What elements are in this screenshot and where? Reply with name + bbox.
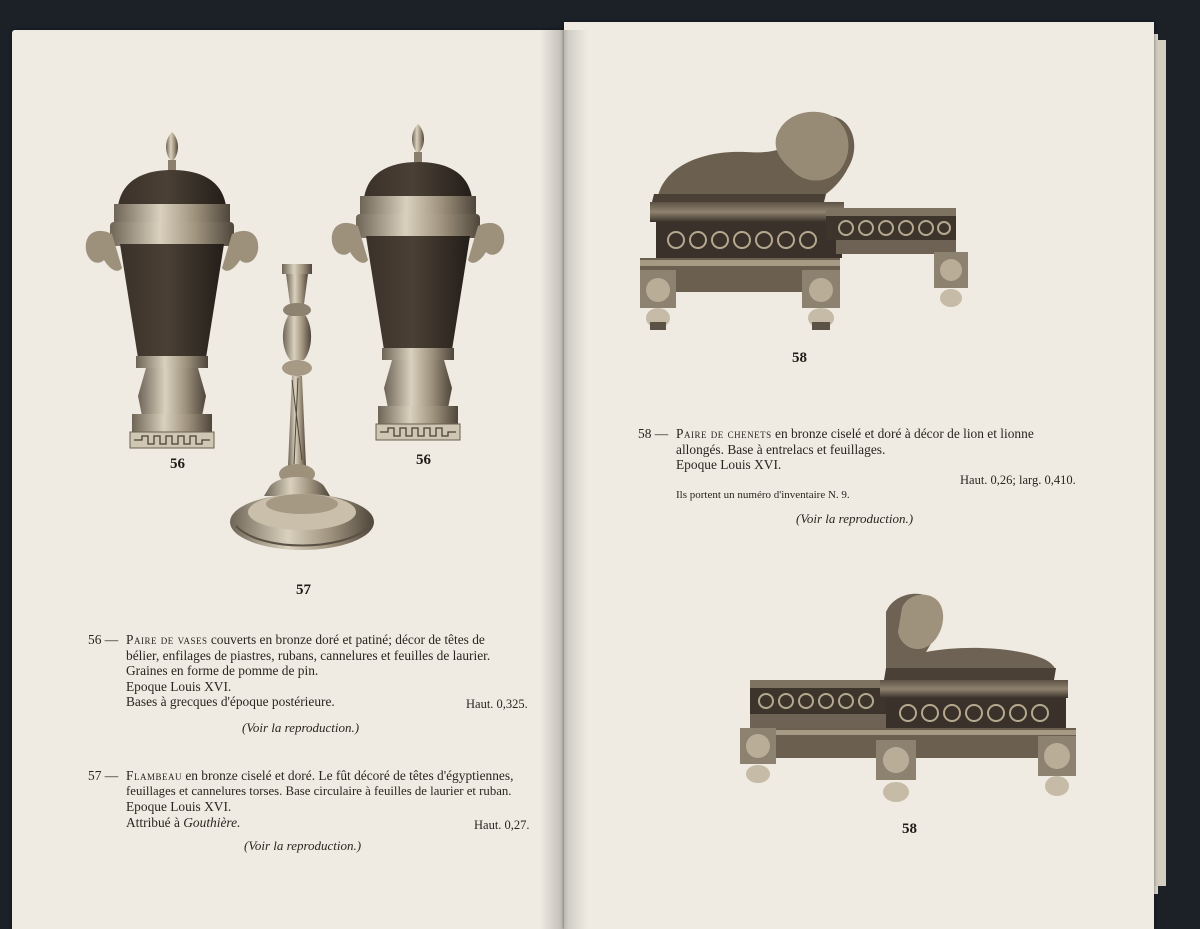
entry-text: Epoque Louis XVI. [126, 799, 232, 815]
entry-text: Bases à grecques d'époque postérieure. [126, 694, 335, 710]
chenet-lioness-image [736, 588, 1080, 810]
inventory-note: Ils portent un numéro d'inventaire N. 9. [676, 489, 850, 501]
dash: — [104, 768, 119, 783]
caption-chenet-top: 58 [792, 350, 807, 366]
entry-text: bélier, enfilages de piastres, rubans, cannelures et feuilles de laurier. [126, 647, 491, 663]
lot-number: 57 [88, 768, 102, 783]
caption-vase-right: 56 [416, 452, 431, 468]
entry-title: Paire de chenets [676, 426, 772, 441]
measure-57: Haut. 0,27. [474, 818, 530, 832]
caption-chenet-bottom: 58 [902, 821, 917, 837]
caption-candlestick: 57 [296, 582, 311, 598]
entry-text: couverts en bronze doré et patiné; décor de têtes de [210, 632, 485, 647]
dash: — [104, 632, 119, 647]
voir-reproduction-57: (Voir la reproduction.) [244, 838, 362, 853]
page-edge [1152, 40, 1166, 886]
entry-text: Epoque Louis XVI. [126, 678, 232, 694]
voir-reproduction-58: (Voir la reproduction.) [796, 511, 914, 526]
entry-text: en bronze ciselé et doré. Le fût décoré de têtes d'égyptiennes, [185, 768, 514, 783]
entry-text: Epoque Louis XVI. [676, 457, 782, 473]
book-gutter [540, 30, 588, 929]
entry-text: allongés. Base à entrelacs et feuillages. [676, 441, 886, 457]
caption-vase-left: 56 [170, 456, 185, 472]
entry-text: Graines en forme de pomme de pin. [126, 663, 319, 679]
entry-text: en bronze ciselé et doré à décor de lion et lionne [775, 426, 1034, 441]
dash: — [654, 426, 669, 441]
measure-58: Haut. 0,26; larg. 0,410. [960, 473, 1076, 487]
entry-attribution: Attribué à Gouthière. [126, 814, 241, 830]
entry-58 [638, 426, 1088, 473]
lot-number: 58 [638, 426, 652, 441]
entry-title: Flambeau [126, 768, 182, 783]
entry-text: feuillages et cannelures torses. Base circulaire à feuilles de laurier et ruban. [126, 783, 512, 798]
artist-name: Gouthière. [183, 814, 241, 830]
lot-number: 56 [88, 632, 102, 647]
measure-56: Haut. 0,325. [466, 697, 528, 711]
entry-57 [88, 768, 538, 830]
entry-title: Paire de vases [126, 632, 208, 647]
candlestick-image [230, 260, 380, 562]
chenet-lion-image [636, 108, 972, 336]
entry-56 [88, 632, 528, 710]
voir-reproduction-56: (Voir la reproduction.) [242, 720, 360, 735]
